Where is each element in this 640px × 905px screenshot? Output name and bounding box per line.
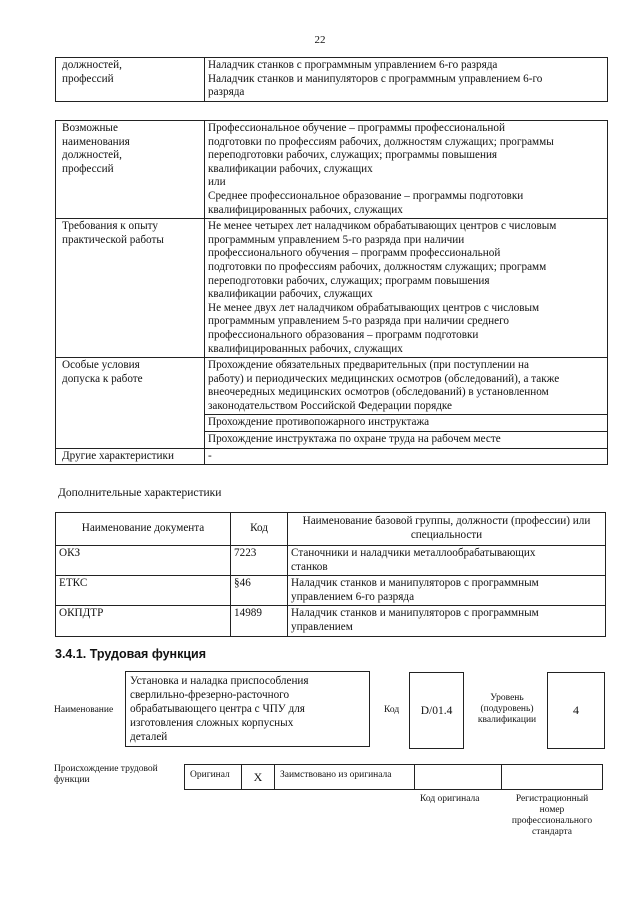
section-heading: Дополнительные характеристики — [58, 487, 222, 499]
table-cell: ЕТКС — [56, 576, 231, 606]
table-row — [56, 219, 608, 358]
continuation-table — [55, 57, 608, 102]
value-cell — [205, 358, 608, 415]
label-cell — [56, 358, 205, 449]
text-line: допуска к работе — [62, 372, 143, 385]
code-value-box: D/01.4 — [409, 672, 464, 749]
table-row — [56, 121, 608, 219]
table-cell: ОКЗ — [56, 546, 231, 576]
text-line: Установка и наладка приспособления — [130, 675, 309, 687]
value-cell: Прохождение противопожарного инструктажа — [205, 415, 608, 432]
additional-table — [55, 512, 606, 637]
label-cell — [56, 121, 205, 219]
text-line: профессий — [62, 72, 114, 85]
text-line: Профессиональное обучение – программы профессиональной — [208, 122, 505, 134]
table-row — [56, 606, 606, 636]
code-label: Код — [384, 705, 400, 715]
table-cell: 14989 — [231, 606, 288, 636]
value-cell — [205, 121, 608, 219]
value-cell: - — [205, 448, 608, 465]
original-code-box — [414, 764, 502, 790]
text-line: Особые условия — [62, 359, 140, 372]
text-line: квалификации рабочих, служащих — [208, 162, 373, 175]
text-line: должностей, — [62, 149, 122, 162]
text-line: квалификации рабочих, служащих — [208, 288, 373, 301]
label-cell — [56, 219, 205, 358]
table-cell — [288, 576, 606, 606]
text-line: изготовления сложных корпусных — [130, 717, 294, 729]
table-row — [56, 546, 606, 576]
text-line: управлением — [291, 620, 353, 633]
text-line: станков — [291, 560, 328, 573]
text-line: подготовки по профессиям рабочих, должностям служащих; программы — [208, 135, 554, 148]
text-line: сверлильно-фрезерно-расточного — [130, 689, 290, 701]
text-line: (подуровень) — [480, 704, 534, 714]
text-line: профессионального обучения – программ профессиональной — [208, 247, 501, 260]
text-line: разряда — [208, 86, 245, 99]
original-checkbox[interactable]: X — [241, 764, 275, 790]
text-line: Регистрационный — [515, 794, 589, 804]
borrowed-label: Заимствовано из оригинала — [280, 770, 392, 780]
text-line: Уровень — [490, 693, 524, 703]
text-line: Станочники и наладчики металлообрабатывающих — [291, 547, 536, 559]
reg-caption — [502, 794, 602, 838]
text-line: профессионального образования – программ подготовки — [208, 328, 479, 341]
text-line: номер — [539, 805, 565, 815]
text-line: работу) и периодических медицинских осмотров (обследований), а также — [208, 372, 560, 385]
section-title: 3.4.1. Трудовая функция — [55, 647, 207, 661]
table-header-row — [56, 513, 606, 546]
text-line: внеочередных медицинских осмотров (обследований) в установленном — [208, 386, 549, 399]
text-line: законодательством Российской Федерации порядке — [208, 399, 453, 412]
function-name-box — [125, 671, 370, 747]
text-line: профессионального — [511, 816, 593, 826]
text-line: подготовки по профессиям рабочих, должностям служащих; программ — [208, 260, 547, 273]
text-line: деталей — [130, 731, 168, 743]
value-cell — [205, 219, 608, 358]
text-line: программным управлением 5-го разряда при наличии — [208, 233, 465, 246]
text-line: Наладчик станков с программным управлением 6-го разряда — [208, 59, 498, 71]
level-label — [472, 693, 542, 726]
text-line: Требования к опыту — [62, 220, 158, 233]
text-line: профессий — [62, 162, 114, 175]
text-line: Наладчик станков и манипуляторов с программным — [291, 577, 539, 590]
table-row — [56, 358, 608, 415]
code-caption: Код оригинала — [420, 794, 480, 804]
text-line: Среднее профессиональное образование – программы подготовки — [208, 189, 524, 202]
label-cell — [56, 58, 205, 102]
text-line: управлением 6-го разряда — [291, 590, 415, 603]
table-cell: §46 — [231, 576, 288, 606]
text-line: Не менее двух лет наладчиком обрабатывающих центров с числовым — [208, 301, 540, 314]
text-line: Не менее четырех лет наладчиком обрабатывающих центров с числовым — [208, 220, 557, 233]
origin-label — [54, 764, 158, 786]
page-number: 22 — [314, 34, 326, 46]
column-header: Наименование документа — [56, 513, 231, 546]
value-cell — [205, 58, 608, 102]
text-line: программным управлением 5-го разряда при наличии среднего — [208, 315, 510, 328]
text-line: квалифицированных рабочих, служащих — [208, 203, 403, 216]
table-row — [56, 576, 606, 606]
column-header: Код — [231, 513, 288, 546]
text-line: Происхождение трудовой — [54, 764, 158, 774]
table-row — [56, 448, 608, 465]
text-line: стандарта — [532, 827, 572, 837]
text-line: Возможные — [62, 122, 118, 134]
level-value-box: 4 — [547, 672, 605, 749]
text-line: практической работы — [62, 233, 164, 246]
requirements-table — [55, 120, 608, 465]
text-line: Наладчик станков и манипуляторов с программным — [291, 607, 539, 620]
table-cell: 7223 — [231, 546, 288, 576]
table-cell: ОКПДТР — [56, 606, 231, 636]
text-line: переподготовки рабочих, служащих; программы повышения — [208, 149, 498, 162]
text-line: квалифицированных рабочих, служащих — [208, 342, 403, 355]
original-label: Оригинал — [190, 770, 230, 780]
value-cell: Прохождение инструктажа по охране труда на рабочем месте — [205, 432, 608, 449]
table-cell — [288, 546, 606, 576]
text-line: должностей, — [62, 59, 122, 71]
text-line: наименования — [62, 135, 130, 148]
table-cell — [288, 606, 606, 636]
text-line: обрабатывающего центра с ЧПУ для — [130, 703, 305, 715]
text-line: Наладчик станков и манипуляторов с программным управлением 6-го — [208, 72, 543, 85]
label-cell: Другие характеристики — [56, 448, 205, 465]
text-line: переподготовки рабочих, служащих; программ повышения — [208, 274, 490, 287]
text-line: квалификации — [477, 715, 537, 725]
text-line: Прохождение обязательных предварительных (при поступлении на — [208, 359, 529, 372]
text-line: или — [208, 176, 226, 189]
name-label: Наименование — [54, 705, 114, 715]
text-line: функции — [54, 775, 90, 785]
column-header: Наименование базовой группы, должности (профессии) или специальности — [288, 513, 606, 546]
